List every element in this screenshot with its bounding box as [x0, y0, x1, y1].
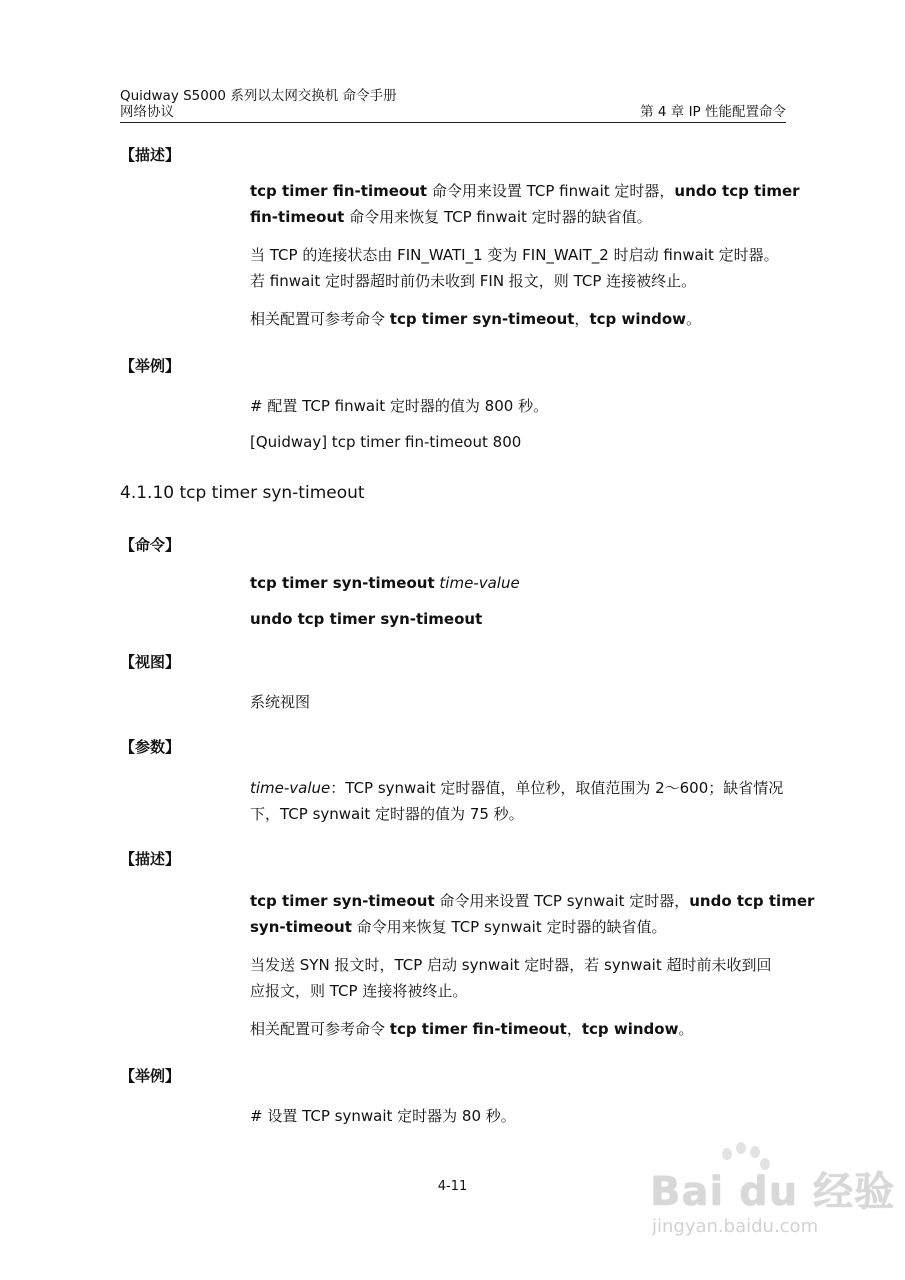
header-section: 网络协议	[120, 104, 174, 120]
body-text: ：TCP synwait 定时器值，单位秒，取值范围为 2～600；缺省情况	[330, 779, 784, 797]
param-text: time-value	[250, 779, 331, 797]
body-text: 。	[678, 1020, 694, 1038]
cmd-text: fin-timeout	[250, 208, 345, 226]
parameter-paragraph	[250, 775, 786, 827]
view-text: 系统视图	[250, 693, 311, 711]
cmd-text: tcp timer syn-timeout	[250, 892, 435, 910]
description-paragraph-1	[250, 178, 800, 230]
body-text: 若 finwait 定时器超时前仍未收到 FIN 报文，则 TCP 连接被终止。	[250, 272, 697, 290]
cmd-text: tcp window	[581, 1020, 679, 1038]
cmd-text: tcp window	[589, 310, 687, 328]
section-title: 4.1.10 tcp timer syn-timeout	[120, 483, 365, 503]
body-text: ，	[566, 1020, 582, 1038]
body-text: ，	[574, 310, 590, 328]
body-text: 下，TCP synwait 定时器的值为 75 秒。	[250, 805, 524, 823]
example-label-2: 【举例】	[120, 1067, 181, 1085]
body-text: 当发送 SYN 报文时，TCP 启动 synwait 定时器，若 synwait 超时前未收到回	[250, 956, 772, 974]
body-text: 相关配置可参考命令	[250, 310, 390, 328]
body-text: 命令用来恢复 TCP finwait 定时器的缺省值。	[344, 208, 652, 226]
undo-command-syntax: undo tcp timer syn-timeout	[250, 610, 483, 628]
cmd-text: undo tcp timer	[689, 892, 815, 910]
description-paragraph-4	[250, 888, 815, 940]
description-paragraph-3	[250, 306, 786, 332]
cmd-text: tcp timer syn-timeout	[250, 574, 435, 592]
header-rule	[120, 122, 786, 123]
example-comment-2: # 设置 TCP synwait 定时器为 80 秒。	[250, 1107, 516, 1125]
example-label: 【举例】	[120, 357, 181, 375]
paw-icon	[722, 1148, 732, 1160]
cmd-text: syn-timeout	[250, 918, 352, 936]
cmd-text: tcp timer fin-timeout	[389, 1020, 567, 1038]
command-label: 【命令】	[120, 536, 181, 554]
watermark-logo: Bai du 经验	[650, 1169, 896, 1215]
body-text: 相关配置可参考命令	[250, 1020, 390, 1038]
body-text: 当 TCP 的连接状态由 FIN_WATI_1 变为 FIN_WAIT_2 时启动 finwait 定时器。	[250, 246, 779, 264]
watermark-url: jingyan.baidu.com	[652, 1216, 819, 1237]
description-label: 【描述】	[120, 146, 181, 164]
body-text: 命令用来设置 TCP synwait 定时器，	[434, 892, 690, 910]
header-chapter: 第 4 章 IP 性能配置命令	[640, 104, 786, 120]
cmd-text: undo tcp timer	[674, 182, 800, 200]
page-number: 4-11	[437, 1179, 468, 1194]
paw-icon	[750, 1146, 760, 1158]
example-comment: # 配置 TCP finwait 定时器的值为 800 秒。	[250, 397, 549, 415]
description-paragraph-5	[250, 952, 786, 1004]
parameter-label: 【参数】	[120, 738, 181, 756]
description-paragraph-2	[250, 242, 786, 294]
view-label: 【视图】	[120, 653, 181, 671]
body-text: 命令用来设置 TCP finwait 定时器，	[427, 182, 675, 200]
body-text: 命令用来恢复 TCP synwait 定时器的缺省值。	[351, 918, 667, 936]
description-paragraph-6	[250, 1016, 786, 1042]
param-text: time-value	[439, 574, 520, 592]
command-syntax	[250, 573, 520, 593]
description-label-2: 【描述】	[120, 850, 181, 868]
body-text: 应报文，则 TCP 连接将被终止。	[250, 982, 468, 1000]
cmd-text: tcp timer syn-timeout	[389, 310, 575, 328]
header-product: Quidway S5000 系列以太网交换机 命令手册	[120, 88, 397, 104]
body-text: 。	[686, 310, 702, 328]
paw-icon	[736, 1142, 746, 1154]
example-command: [Quidway] tcp timer fin-timeout 800	[250, 433, 522, 451]
baidu-watermark	[640, 1138, 896, 1258]
cmd-text: tcp timer fin-timeout	[250, 182, 428, 200]
